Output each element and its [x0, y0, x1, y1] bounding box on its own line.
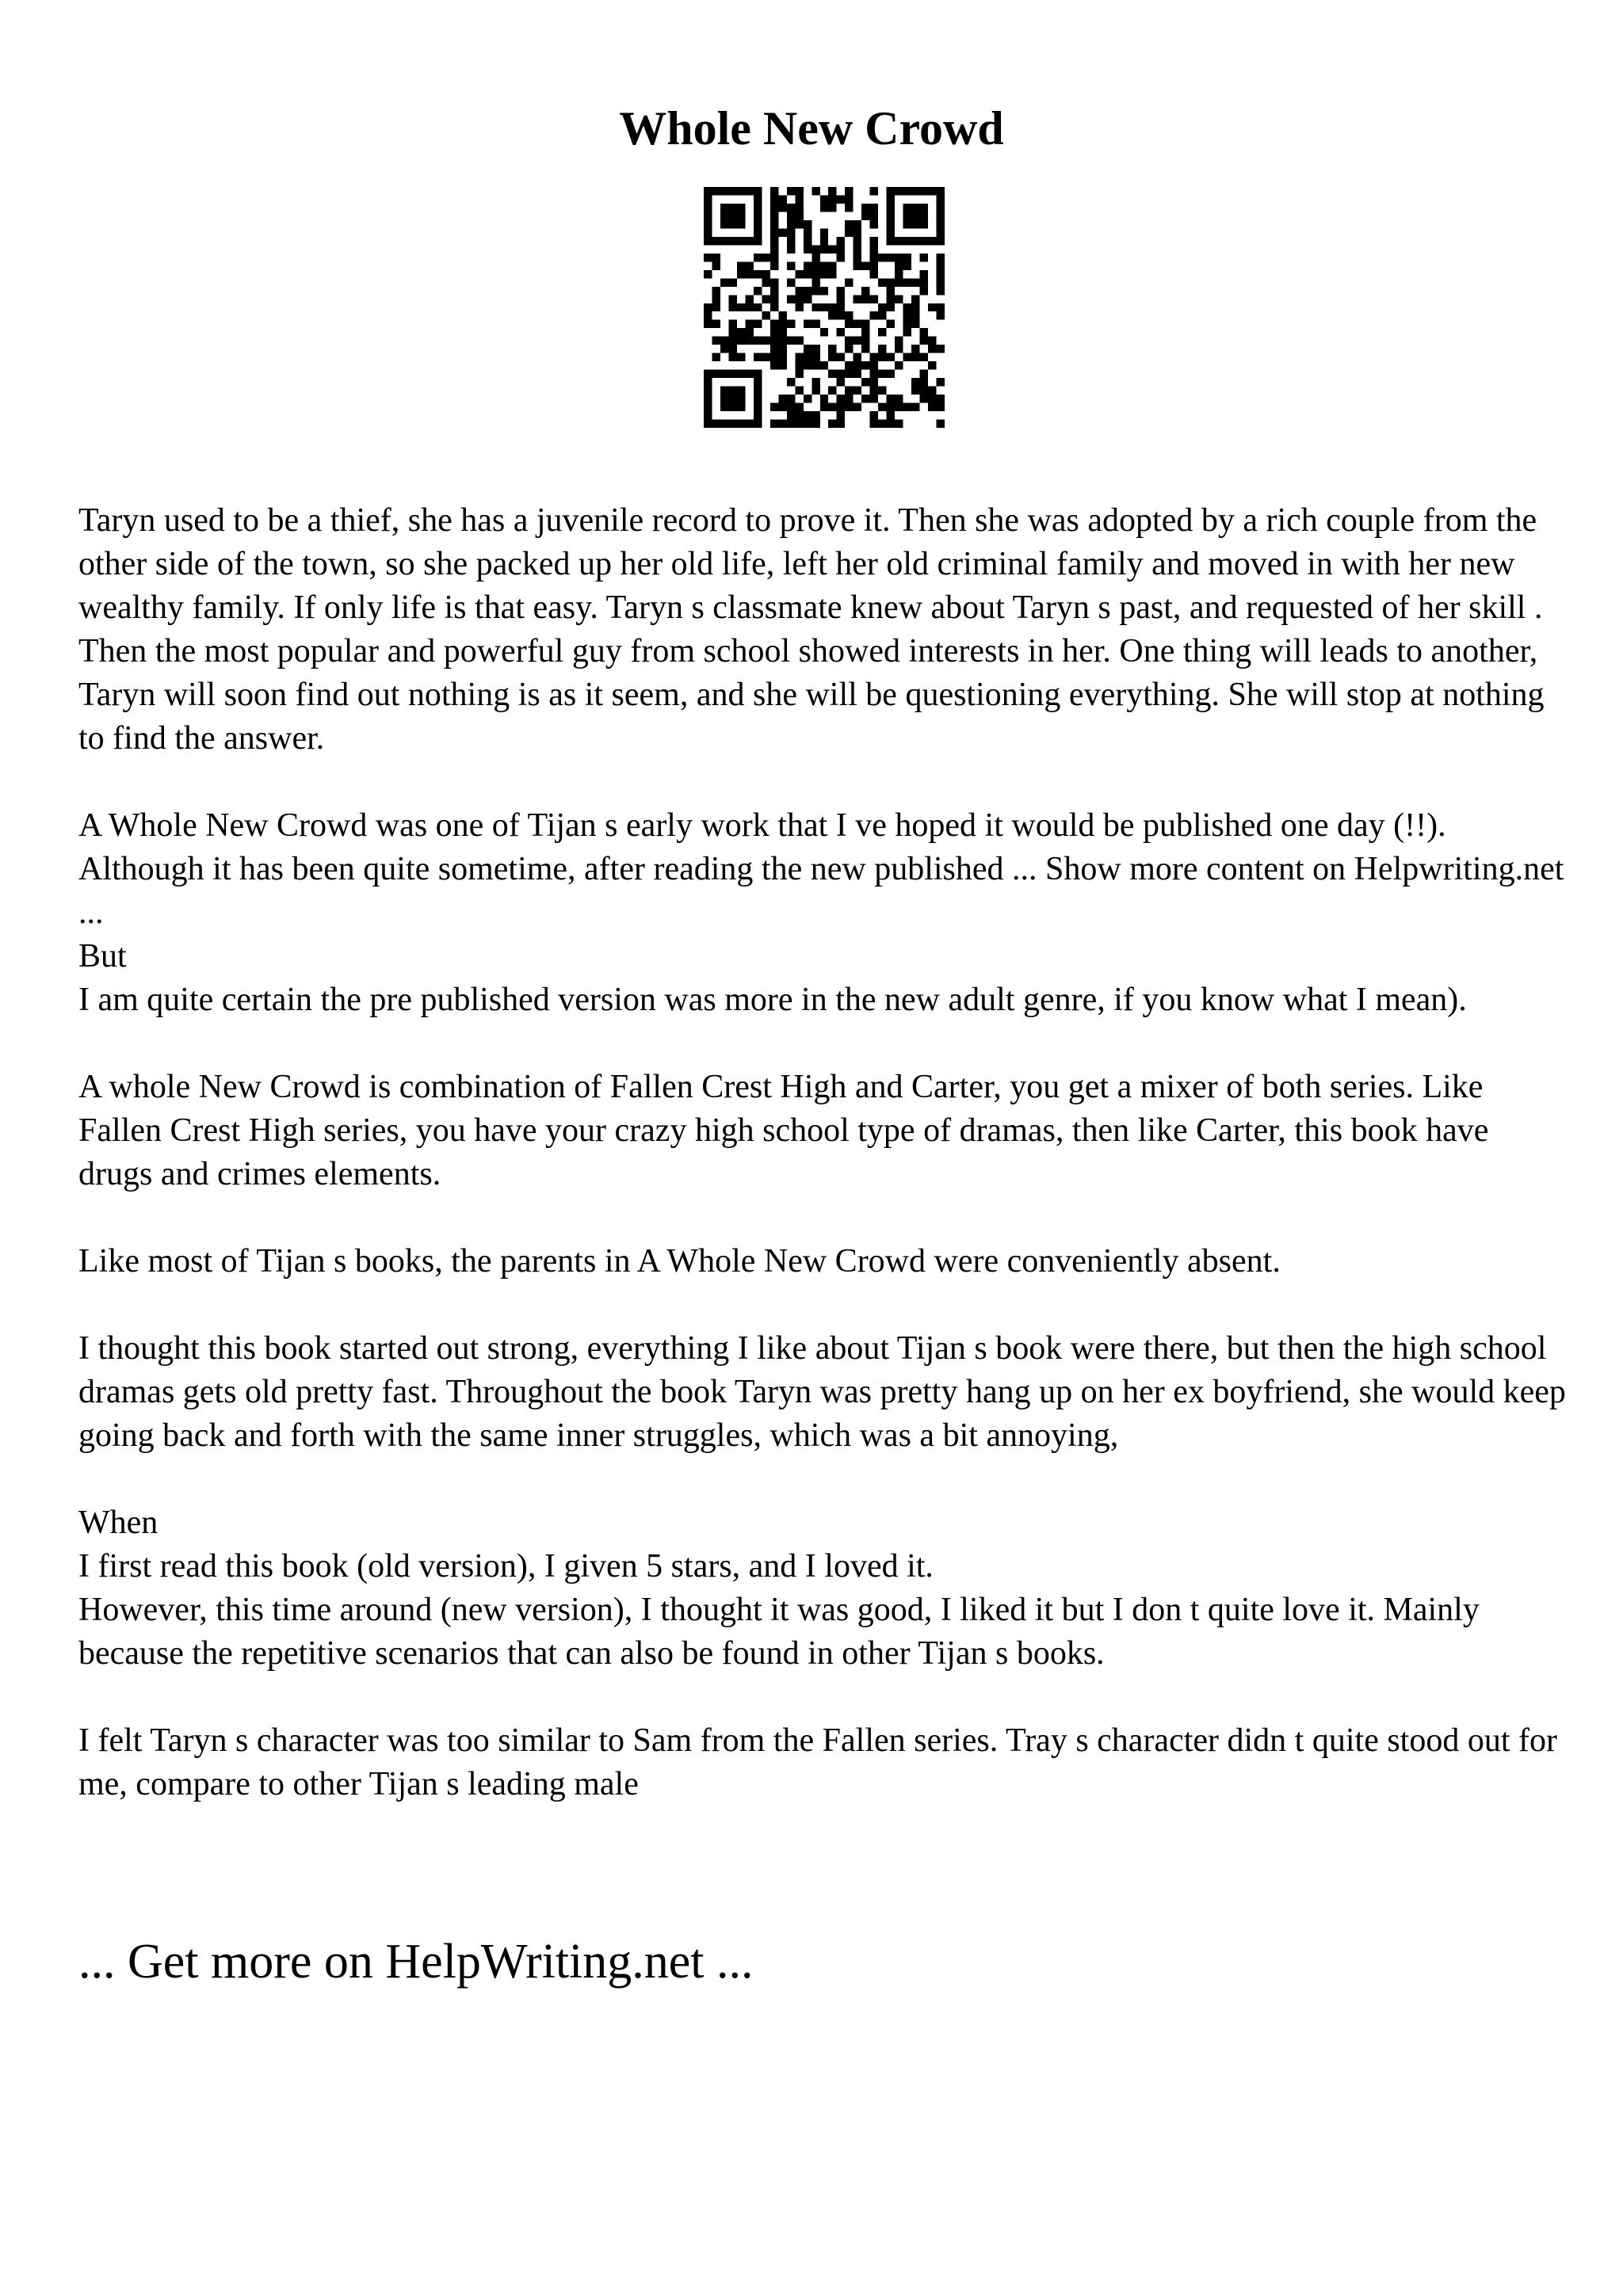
paragraph-combination: A whole New Crowd is combination of Fallen Crest High and Carter, you get a mixer of both series. Like Fallen Crest High series, you have your crazy high school type of dramas, then like Carter, this book have drugs and crimes elements. — [78, 1069, 1489, 1192]
qr-code-icon — [704, 187, 945, 428]
paragraph-parents: Like most of Tijan s books, the parents in A Whole New Crowd were conveniently absent. — [78, 1243, 1281, 1280]
document-body — [78, 499, 1568, 1806]
paragraph-thoughts: I thought this book started out strong, everything I like about Tijan s book were there, but then the high school dramas gets old pretty fast. Throughout the book Taryn was pretty hang up on her ex boyfriend, she would keep going back and forth with the same inner struggles, which was a bit annoying, — [78, 1330, 1566, 1454]
paragraph-this-time: However, this time around (new version), I thought it was good, I liked it but I don t quite love it. Mainly because the repetitive scenarios that can also be found in other Tijan s books. — [78, 1592, 1480, 1672]
document-title: Whole New Crowd — [619, 102, 1004, 154]
paragraph-when: When — [78, 1505, 158, 1541]
paragraph-character: I felt Taryn s character was too similar to Sam from the Fallen series. Tray s character didn t quite stood out for me, compare to other Tijan s leading male — [78, 1722, 1557, 1802]
paragraph-but: But — [78, 938, 127, 974]
paragraph-early-work: A Whole New Crowd was one of Tijan s early work that I ve hoped it would be published one day (!!). Although it has been quite sometime, after reading the new published ... Show more content on Helpwriting.net ... — [78, 807, 1564, 931]
paragraph-summary: Taryn used to be a thief, she has a juvenile record to prove it. Then she was adopted by a rich couple from the other side of the town, so she packed up her old life, left her old criminal family and moved in with her new wealthy family. If only life is that easy. Taryn s classmate knew about Taryn s past, and requested of her skill . Then the most popular and powerful guy from school showed interests in her. One thing will leads to another, Taryn will soon find out nothing is as it seem, and she will be questioning everything. She will stop at nothing to find the answer. — [78, 502, 1545, 757]
get-more-link[interactable]: ... Get more on HelpWriting.net ... — [78, 1935, 754, 1989]
paragraph-first-read: I first read this book (old version), I given 5 stars, and I loved it. — [78, 1548, 934, 1585]
paragraph-pre-published: I am quite certain the pre published version was more in the new adult genre, if you know what I mean). — [78, 982, 1467, 1018]
